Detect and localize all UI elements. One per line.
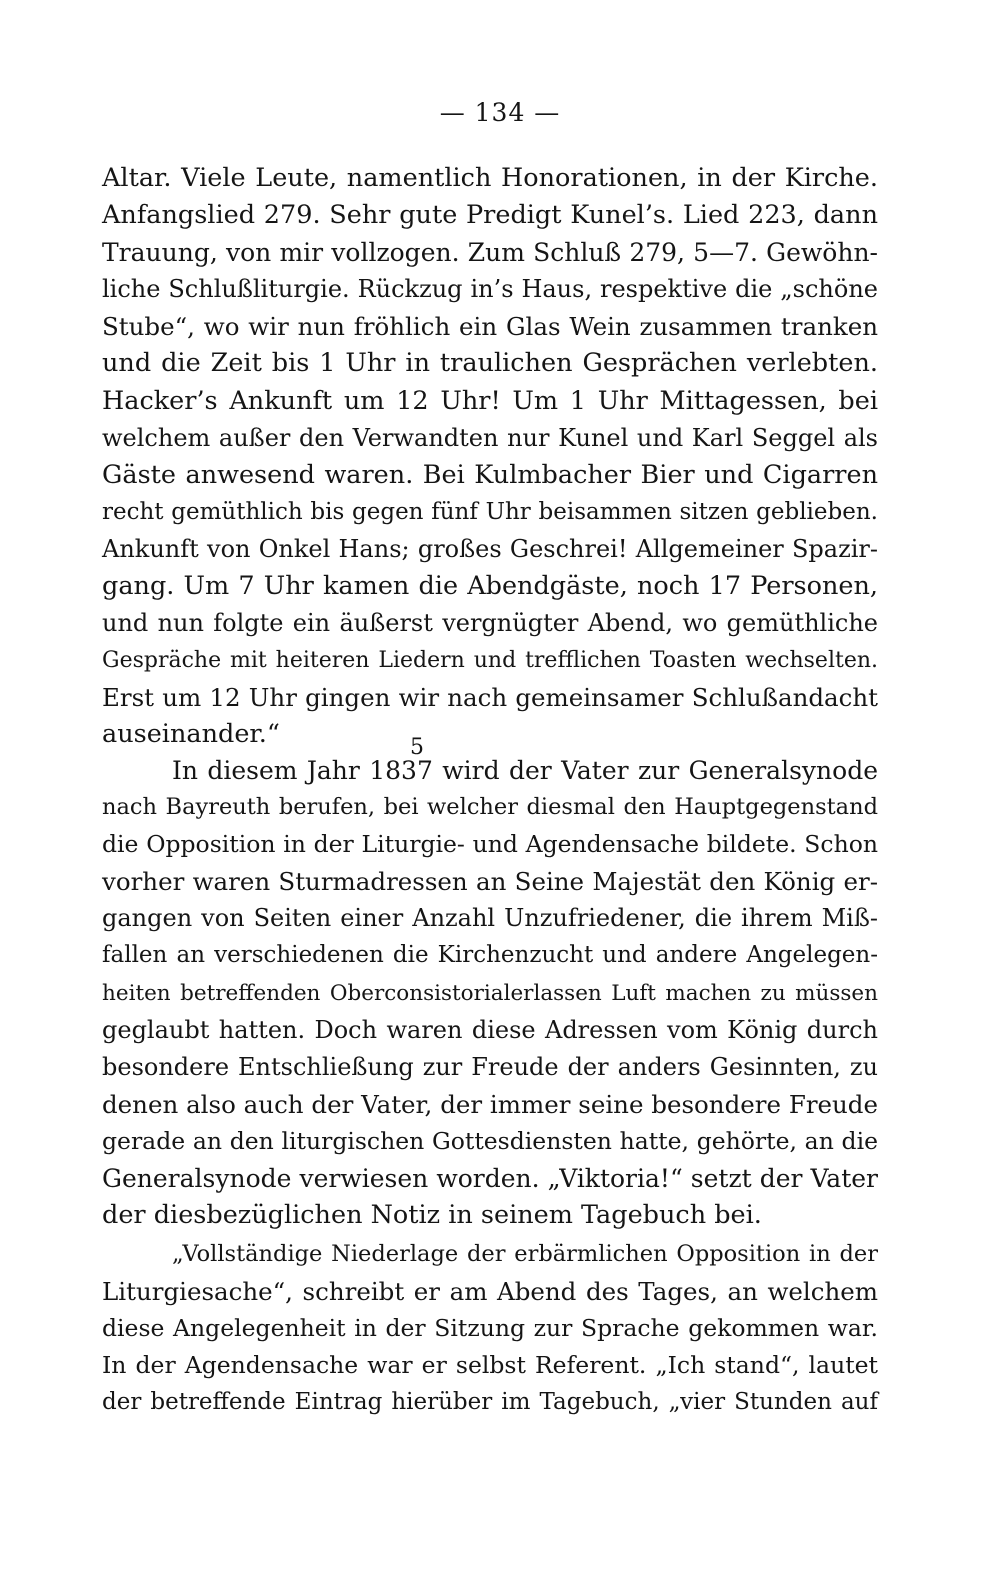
text-line: Anfangslied 279. Sehr gute Predigt Kunel’s. Lied 223, dann xyxy=(102,200,878,231)
text-line: Trauung, von mir vollzogen. Zum Schluß 279, 5—7. Gewöhn- xyxy=(102,238,878,268)
text-line: Hacker’s Ankunft um 12 Uhr! Um 1 Uhr Mittagessen, bei xyxy=(102,385,878,416)
text-line: Ankunft von Onkel Hans; großes Geschrei! Allgemeiner Spazir- xyxy=(102,534,878,563)
text-line: recht gemüthlich bis gegen fünf Uhr beisammen sitzen geblieben. xyxy=(102,498,878,525)
text-line: liche Schlußliturgie. Rückzug in’s Haus, respektive die „schöne xyxy=(102,275,878,304)
text-line: „Vollständige Niederlage der erbärmlichen Opposition in der xyxy=(172,1241,878,1267)
text-line: gang. Um 7 Uhr kamen die Abendgäste, noch 17 Personen, xyxy=(102,571,878,602)
text-line: welchem außer den Verwandten nur Kunel und Karl Seggel als xyxy=(102,423,878,452)
text-line: heiten betreffenden Oberconsistorialerlassen Luft machen zu müssen xyxy=(102,980,878,1006)
text-line: Liturgiesache“, schreibt er am Abend des Tages, an welchem xyxy=(102,1277,878,1307)
text-line: diese Angelegenheit in der Sitzung zur Sprache gekommen war. xyxy=(102,1314,878,1343)
text-line: Stube“, wo wir nun fröhlich ein Glas Wein zusammen tranken xyxy=(102,312,878,342)
paragraph-3 xyxy=(102,1236,878,1421)
text-line: der betreffende Eintrag hierüber im Tagebuch, „vier Stunden auf xyxy=(102,1389,878,1416)
page-number: — 134 — xyxy=(439,98,561,127)
text-line: besondere Entschließung zur Freude der anders Gesinnten, zu xyxy=(102,1052,878,1081)
text-line: vorher waren Sturmadressen an Seine Majestät den König er- xyxy=(102,867,878,897)
text-line: gangen von Seiten einer Anzahl Unzufriedener, die ihrem Miß- xyxy=(102,904,878,933)
text-line: nach Bayreuth berufen, bei welcher diesmal den Hauptgegenstand xyxy=(102,794,878,821)
paragraph-2 xyxy=(102,752,878,1234)
text-line: Generalsynode verwiesen worden. „Viktoria!“ setzt der Vater xyxy=(102,1164,878,1194)
text-line: Erst um 12 Uhr gingen wir nach gemeinsamer Schlußandacht xyxy=(102,683,878,713)
text-line: In diesem Jahr 1837 wird der Vater zur Generalsynode xyxy=(172,756,878,785)
text-line: gerade an den liturgischen Gottesdiensten hatte, gehörte, an die xyxy=(102,1126,878,1155)
text-line: Altar. Viele Leute, namentlich Honorationen, in der Kirche. xyxy=(102,163,878,193)
text-line: und die Zeit bis 1 Uhr in traulichen Gesprächen verlebten. xyxy=(102,348,878,379)
text-line: In der Agendensache war er selbst Referent. „Ich stand“, lautet xyxy=(102,1351,878,1380)
text-line: der diesbezüglichen Notiz in seinem Tagebuch bei. xyxy=(102,1200,762,1231)
paragraph-1 xyxy=(102,160,878,754)
text-line: Gespräche mit heiteren Liedern und trefflichen Toasten wechselten. xyxy=(102,648,878,674)
text-line: Gäste anwesend waren. Bei Kulmbacher Bier und Cigarren xyxy=(102,459,878,490)
text-line: auseinander.“ xyxy=(102,719,280,750)
handwritten-correction-mark: 5 xyxy=(410,735,424,760)
text-line: fallen an verschiedenen die Kirchenzucht und andere Angelegen- xyxy=(102,942,878,969)
text-line: denen also auch der Vater, der immer seine besondere Freude xyxy=(102,1089,878,1119)
text-line: geglaubt hatten. Doch waren diese Adressen vom König durch xyxy=(102,1015,878,1044)
text-line: und nun folgte ein äußerst vergnügter Abend, wo gemüthliche xyxy=(102,609,878,638)
text-line: die Opposition in der Liturgie- und Agendensache bildete. Schon xyxy=(102,830,878,859)
